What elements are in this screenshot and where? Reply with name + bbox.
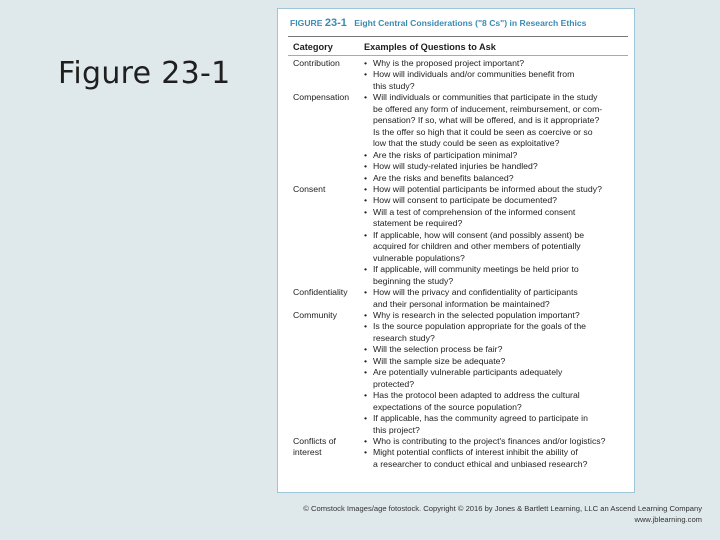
figure-label: FIGURE	[290, 18, 323, 28]
question-line: vulnerable populations?	[373, 252, 465, 263]
bullet-icon: •	[364, 195, 368, 206]
question-line: How will individuals and/or communities benefit from	[373, 69, 575, 80]
table-row	[288, 92, 628, 184]
question-line: this study?	[373, 80, 415, 91]
bullet-icon: •	[364, 161, 368, 172]
bullet-icon: •	[364, 390, 368, 401]
question-text	[373, 390, 628, 413]
question-item	[364, 92, 628, 149]
category-cell	[288, 58, 364, 92]
question-line: Will a test of comprehension of the informed consent	[373, 206, 576, 217]
question-line: Might potential conflicts of interest inhibit the ability of	[373, 447, 578, 458]
bullet-icon: •	[364, 229, 368, 240]
question-item	[364, 150, 628, 161]
question-text	[373, 413, 628, 436]
table-row	[288, 287, 628, 310]
question-text	[373, 436, 628, 447]
bullet-icon: •	[364, 264, 368, 275]
category-cell	[288, 287, 364, 310]
bullet-icon: •	[364, 309, 368, 320]
category-cell	[288, 92, 364, 184]
question-text	[373, 356, 628, 367]
question-line: Are the risks of participation minimal?	[373, 149, 518, 160]
category-text: Confidentiality	[293, 287, 348, 298]
question-text	[373, 58, 628, 69]
question-line: Why is the proposed project important?	[373, 58, 525, 68]
question-line: be offered any form of inducement, reimbursement, or com-	[373, 103, 603, 114]
bullet-icon: •	[364, 287, 368, 298]
question-line: low that the study could be seen as exploitative?	[373, 138, 560, 149]
question-line: How will consent to participate be documented?	[373, 195, 557, 206]
table-body	[288, 58, 628, 470]
copyright-credit	[303, 503, 702, 525]
question-line: Why is research in the selected population important?	[373, 309, 580, 320]
question-item	[364, 58, 628, 69]
question-line: Is the offer so high that it could be seen as coercive or so	[373, 126, 593, 137]
questions-cell	[364, 58, 628, 92]
question-item	[364, 310, 628, 321]
question-text	[373, 447, 628, 470]
question-item	[364, 287, 628, 310]
question-item	[364, 447, 628, 470]
question-text	[373, 321, 628, 344]
question-line: If applicable, will community meetings be held prior to	[373, 264, 579, 275]
category-cell	[288, 184, 364, 287]
question-text	[373, 150, 628, 161]
category-text: Community	[293, 309, 337, 320]
question-line: research study?	[373, 332, 435, 343]
questions-cell	[364, 287, 628, 310]
question-line: statement be required?	[373, 218, 463, 229]
bullet-icon: •	[364, 321, 368, 332]
question-item	[364, 264, 628, 287]
bullet-icon: •	[364, 435, 368, 446]
table-row	[288, 436, 628, 470]
questions-cell	[364, 184, 628, 287]
question-line: Will the selection process be fair?	[373, 344, 503, 355]
question-line: beginning the study?	[373, 275, 454, 286]
question-line: this project?	[373, 424, 420, 435]
bullet-icon: •	[364, 92, 368, 103]
question-text	[373, 161, 628, 172]
column-header-category: Category	[293, 42, 333, 52]
category-text: Compensation	[293, 92, 350, 103]
question-line: Will individuals or communities that participate in the study	[373, 92, 598, 103]
question-item	[364, 207, 628, 230]
bullet-icon: •	[364, 355, 368, 366]
category-cell	[288, 436, 364, 470]
question-line: acquired for children and other members of potentially	[373, 241, 581, 252]
bullet-icon: •	[364, 413, 368, 424]
question-line: Are potentially vulnerable participants adequately	[373, 367, 563, 378]
question-text	[373, 69, 628, 92]
question-text	[373, 367, 628, 390]
table-row	[288, 58, 628, 92]
question-text	[373, 287, 628, 310]
question-text	[373, 344, 628, 355]
bullet-icon: •	[364, 344, 368, 355]
figure-table-card	[277, 8, 635, 493]
figure-number: 23-1	[324, 17, 347, 29]
question-line: If applicable, has the community agreed to participate in	[373, 413, 588, 424]
question-item	[364, 367, 628, 390]
question-line: Who is contributing to the project's finances and/or logistics?	[373, 435, 606, 446]
bullet-icon: •	[364, 69, 368, 80]
credit-url: www.jblearning.com	[634, 515, 702, 524]
bullet-icon: •	[364, 58, 368, 68]
bullet-icon: •	[364, 183, 368, 194]
question-line: How will potential participants be informed about the study?	[373, 183, 602, 194]
question-item	[364, 436, 628, 447]
question-line: and their personal information be maintained?	[373, 298, 550, 309]
question-text	[373, 264, 628, 287]
bullet-icon: •	[364, 149, 368, 160]
question-item	[364, 195, 628, 206]
bullet-icon: •	[364, 447, 368, 458]
question-text	[373, 207, 628, 230]
question-line: Are the risks and benefits balanced?	[373, 172, 514, 183]
slide-title: Figure 23-1	[58, 56, 231, 91]
question-item	[364, 321, 628, 344]
column-header-questions: Examples of Questions to Ask	[364, 42, 496, 52]
figure-caption	[288, 13, 628, 33]
header-bottom-rule	[288, 55, 628, 56]
question-text	[373, 92, 628, 149]
question-line: expectations of the source population?	[373, 401, 522, 412]
question-item	[364, 184, 628, 195]
question-item	[364, 161, 628, 172]
question-line: Has the protocol been adapted to address the cultural	[373, 390, 580, 401]
question-item	[364, 173, 628, 184]
category-text: Conflicts of	[293, 435, 336, 446]
question-line: How will study-related injuries be handled?	[373, 161, 538, 172]
question-item	[364, 344, 628, 355]
questions-cell	[364, 310, 628, 436]
question-text	[373, 184, 628, 195]
category-text: interest	[293, 447, 322, 458]
question-text	[373, 310, 628, 321]
question-line: pensation? If so, what will be offered, and is it appropriate?	[373, 115, 600, 126]
question-text	[373, 173, 628, 184]
category-text: Consent	[293, 183, 326, 194]
figure-title: Eight Central Considerations ("8 Cs") in Research Ethics	[354, 18, 587, 28]
question-text	[373, 230, 628, 264]
table-header	[288, 37, 628, 55]
question-item	[364, 69, 628, 92]
question-line: a researcher to conduct ethical and unbiased research?	[373, 458, 588, 469]
question-line: If applicable, how will consent (and possibly assent) be	[373, 229, 585, 240]
question-item	[364, 230, 628, 264]
question-text	[373, 195, 628, 206]
question-line: Will the sample size be adequate?	[373, 355, 506, 366]
credit-line: © Comstock Images/age fotostock. Copyright © 2016 by Jones & Bartlett Learning, LLC an Ascend Learning Company	[303, 504, 702, 513]
bullet-icon: •	[364, 206, 368, 217]
bullet-icon: •	[364, 367, 368, 378]
question-line: Is the source population appropriate for the goals of the	[373, 321, 586, 332]
table-row	[288, 184, 628, 287]
question-item	[364, 390, 628, 413]
category-cell	[288, 310, 364, 436]
questions-cell	[364, 436, 628, 470]
question-item	[364, 356, 628, 367]
table-row	[288, 310, 628, 436]
question-line: protected?	[373, 378, 415, 389]
category-text: Contribution	[293, 58, 340, 68]
question-item	[364, 413, 628, 436]
bullet-icon: •	[364, 172, 368, 183]
question-line: How will the privacy and confidentiality of participants	[373, 287, 578, 298]
questions-cell	[364, 92, 628, 184]
